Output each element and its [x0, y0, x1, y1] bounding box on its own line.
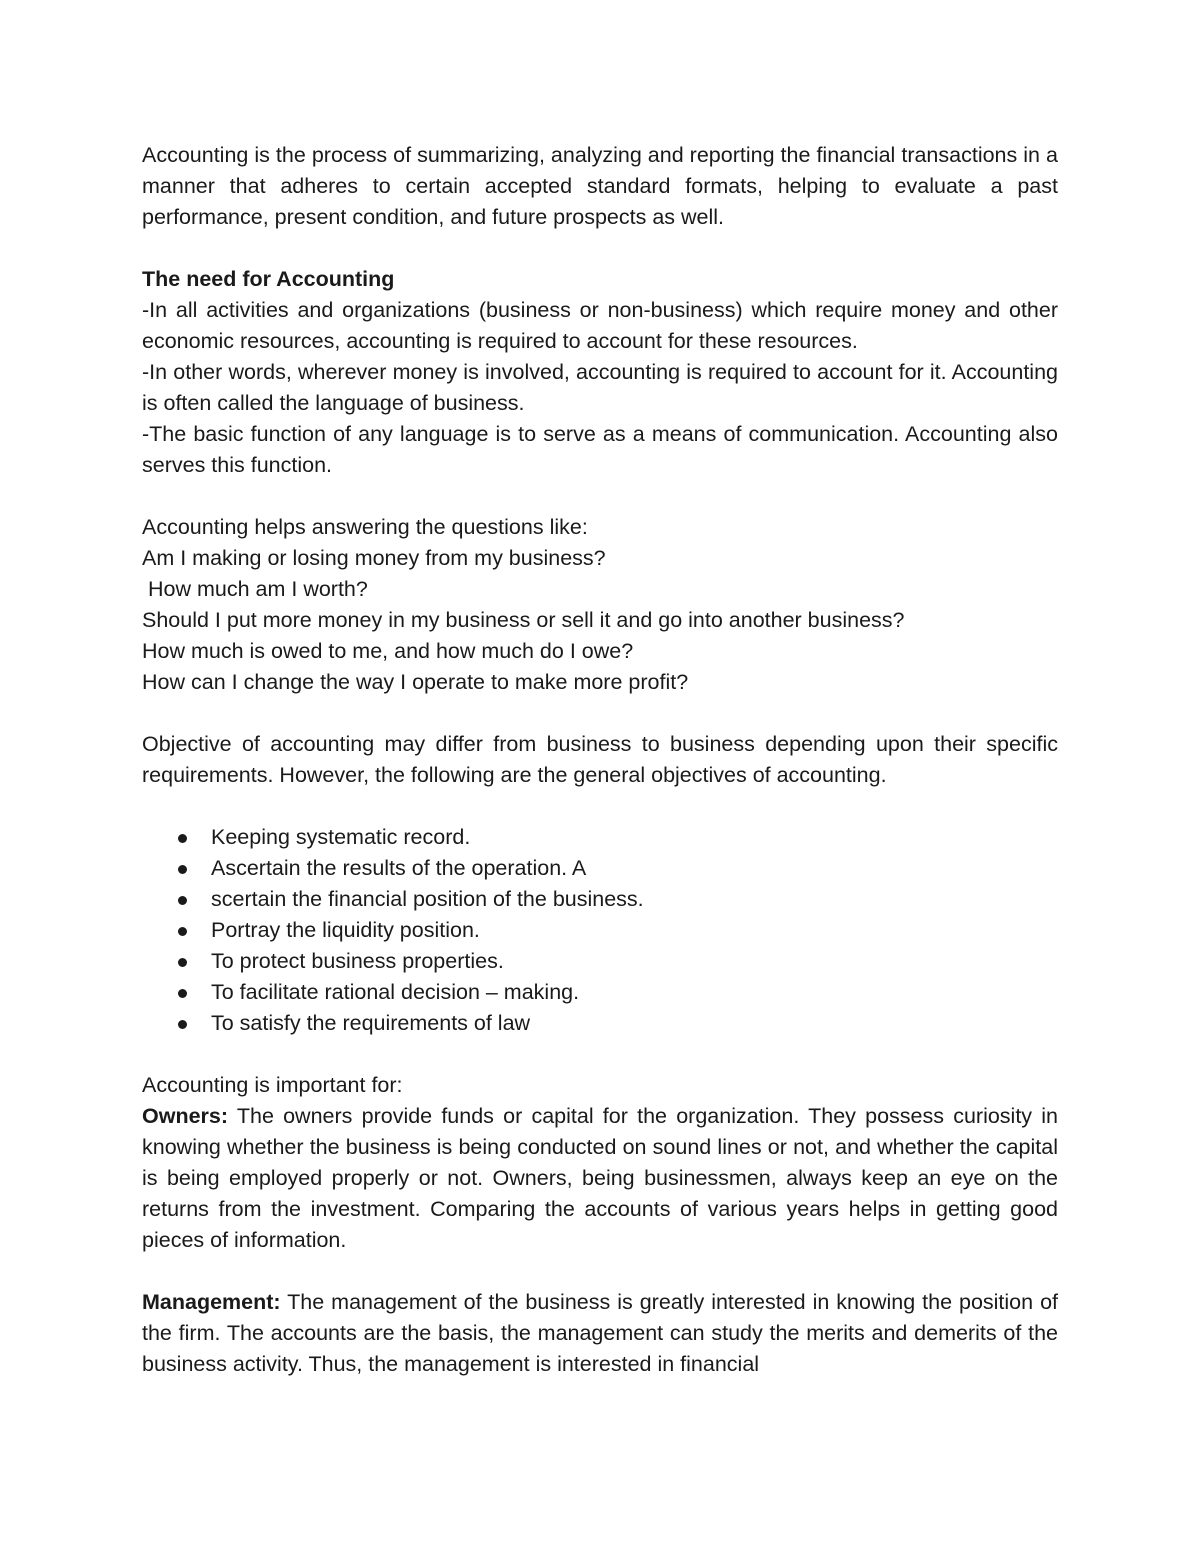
need-point: -In all activities and organizations (business or non-business) which require money and other economic resources, accounting is required to account for these resources. [142, 298, 1058, 353]
bullet-icon [178, 989, 187, 998]
list-item-text: To facilitate rational decision – making. [211, 980, 580, 1004]
question-item: How much is owed to me, and how much do I owe? [142, 639, 634, 663]
list-item [142, 977, 1058, 1008]
question-item: How can I change the way I operate to make more profit? [142, 670, 689, 694]
list-item-text: Portray the liquidity position. [211, 918, 480, 942]
bullet-icon [178, 927, 187, 936]
list-item-text: To protect business properties. [211, 949, 504, 973]
list-item-text: Keeping systematic record. [211, 825, 471, 849]
list-item [142, 822, 1058, 853]
bullet-icon [178, 1020, 187, 1029]
intro-paragraph: Accounting is the process of summarizing, analyzing and reporting the financial transactions in a manner that adheres to certain accepted standard formats, helping to evaluate a past performance, present condition, and future prospects as well. [142, 143, 1058, 229]
need-section [142, 264, 1058, 481]
list-item [142, 1008, 1058, 1039]
objectives-list [142, 822, 1058, 1039]
need-point: -In other words, wherever money is involved, accounting is required to account for it. Accounting is often called the language of business. [142, 360, 1058, 415]
list-item-text: To satisfy the requirements of law [211, 1011, 531, 1035]
bullet-icon [178, 896, 187, 905]
owners-label: Owners: [142, 1104, 229, 1128]
list-item-text: scertain the financial position of the business. [211, 887, 644, 911]
bullet-icon [178, 865, 187, 874]
questions-intro: Accounting helps answering the questions like: [142, 515, 588, 539]
question-item: How much am I worth? [148, 577, 368, 601]
list-item-text: Ascertain the results of the operation. A [211, 856, 587, 880]
importance-section [142, 1070, 1058, 1256]
list-item [142, 853, 1058, 884]
list-item [142, 915, 1058, 946]
objectives-intro: Objective of accounting may differ from business to business depending upon their specific requirements. However, the following are the general objectives of accounting. [142, 732, 1058, 787]
question-item: Am I making or losing money from my business? [142, 546, 606, 570]
need-point: -The basic function of any language is to serve as a means of communication. Accounting also serves this function. [142, 422, 1058, 477]
list-item [142, 884, 1058, 915]
owners-text: The owners provide funds or capital for the organization. They possess curiosity in knowing whether the business is being conducted on sound lines or not, and whether the capital is being employed properly or not. Owners, being businessmen, always keep an eye on the returns from the investment. Comparing the accounts of various years helps in getting good pieces of information. [142, 1104, 1058, 1252]
owners-paragraph [142, 1101, 1058, 1256]
bullet-icon [178, 958, 187, 967]
management-paragraph [142, 1287, 1058, 1380]
document-page [142, 140, 1058, 1411]
management-text: The management of the business is greatly interested in knowing the position of the firm. The accounts are the basis, the management can study the merits and demerits of the business activity. Thus, the management is interested in financial [142, 1290, 1058, 1376]
management-label: Management: [142, 1290, 281, 1314]
importance-intro: Accounting is important for: [142, 1073, 403, 1097]
list-item [142, 946, 1058, 977]
question-item: Should I put more money in my business or sell it and go into another business? [142, 608, 905, 632]
need-heading: The need for Accounting [142, 267, 395, 291]
bullet-icon [178, 834, 187, 843]
questions-section [142, 512, 1058, 698]
